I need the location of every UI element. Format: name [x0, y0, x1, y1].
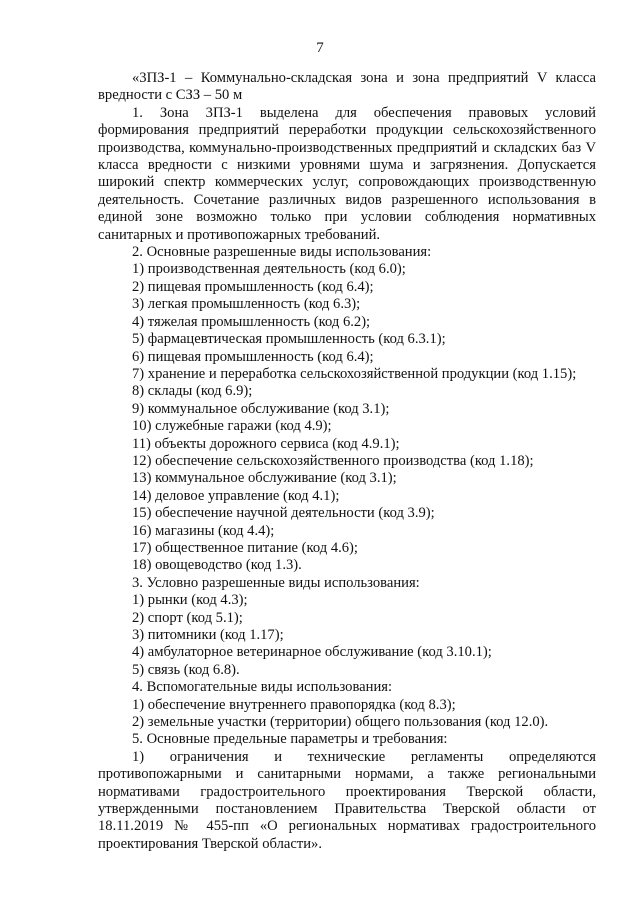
list-item: 14) деловое управление (код 4.1); — [132, 487, 340, 504]
parameters-heading: 5. Основные предельные параметры и требования: — [132, 731, 448, 748]
document-body — [98, 70, 596, 853]
list-item: 2) спорт (код 5.1); — [132, 609, 243, 626]
conditional-uses-heading: 3. Условно разрешенные виды использования: — [132, 574, 420, 591]
list-item: 6) пищевая промышленность (код 6.4); — [132, 348, 374, 365]
list-item: 18) овощеводство (код 1.3). — [132, 557, 302, 574]
auxiliary-uses-heading: 4. Вспомогательные виды использования: — [132, 679, 393, 696]
list-item: 8) склады (код 6.9); — [132, 383, 253, 400]
conditional-uses-list — [98, 592, 596, 679]
list-item: 12) обеспечение сельскохозяйственного производства (код 1.18); — [132, 452, 534, 469]
list-item: 13) коммунальное обслуживание (код 3.1); — [132, 470, 397, 487]
list-item: 17) общественное питание (код 4.6); — [132, 539, 358, 556]
list-item: 1) производственная деятельность (код 6.0); — [132, 261, 406, 278]
list-item: 3) питомники (код 1.17); — [132, 627, 284, 643]
list-item: 10) служебные гаражи (код 4.9); — [132, 418, 332, 435]
main-uses-heading: 2. Основные разрешенные виды использования: — [132, 244, 432, 261]
list-item: 4) амбулаторное ветеринарное обслуживание (код 3.10.1); — [132, 644, 492, 661]
list-item: 4) тяжелая промышленность (код 6.2); — [132, 313, 371, 330]
main-uses-list — [98, 261, 596, 574]
list-item: 5) фармацевтическая промышленность (код 6.3.1); — [132, 331, 446, 348]
list-item: 7) хранение и переработка сельскохозяйственной продукции (код 1.15); — [132, 365, 577, 382]
list-item: 11) объекты дорожного сервиса (код 4.9.1); — [132, 435, 400, 452]
list-item: 3) легкая промышленность (код 6.3); — [132, 296, 361, 313]
list-item: 16) магазины (код 4.4); — [132, 522, 275, 539]
list-item: 1) обеспечение внутреннего правопорядка (код 8.3); — [132, 696, 456, 713]
parameters-text: 1) ограничения и технические регламенты определяются противопожарными и санитарными нормами, а также региональными нормативами градостроительного проектирования Тверской области, утвержденными постановлением Правительства Тверской области от 18.11.2019 № 455-пп «О региональных нормативах градостроительного проектирования Тверской области». — [98, 748, 596, 852]
list-item: 1) рынки (код 4.3); — [132, 592, 248, 609]
intro-paragraph: 1. Зона 3ПЗ-1 выделена для обеспечения правовых условий формирования предприятий переработки продукции сельскохозяйственного производства, коммунально-производственных предприятий и складских баз V класса вредности с низкими уровнями шума и загрязнения. Допускается широкий спектр коммерческих услуг, сопровождающих производственную деятельность. Сочетание различных видов разрешенного использования в единой зоне возможно только при условии соблюдения нормативных санитарных и противопожарных требований. — [98, 104, 596, 243]
list-item: 15) обеспечение научной деятельности (код 3.9); — [132, 505, 435, 522]
list-item: 5) связь (код 6.8). — [132, 661, 240, 678]
page-number: 7 — [316, 40, 324, 56]
list-item: 2) земельные участки (территории) общего пользования (код 12.0). — [132, 714, 549, 731]
list-item: 9) коммунальное обслуживание (код 3.1); — [132, 400, 390, 417]
list-item: 2) пищевая промышленность (код 6.4); — [132, 278, 374, 295]
zone-heading: «3ПЗ-1 – Коммунально-складская зона и зона предприятий V класса вредности с СЗЗ – 50 м — [98, 70, 596, 104]
auxiliary-uses-list — [98, 697, 596, 732]
